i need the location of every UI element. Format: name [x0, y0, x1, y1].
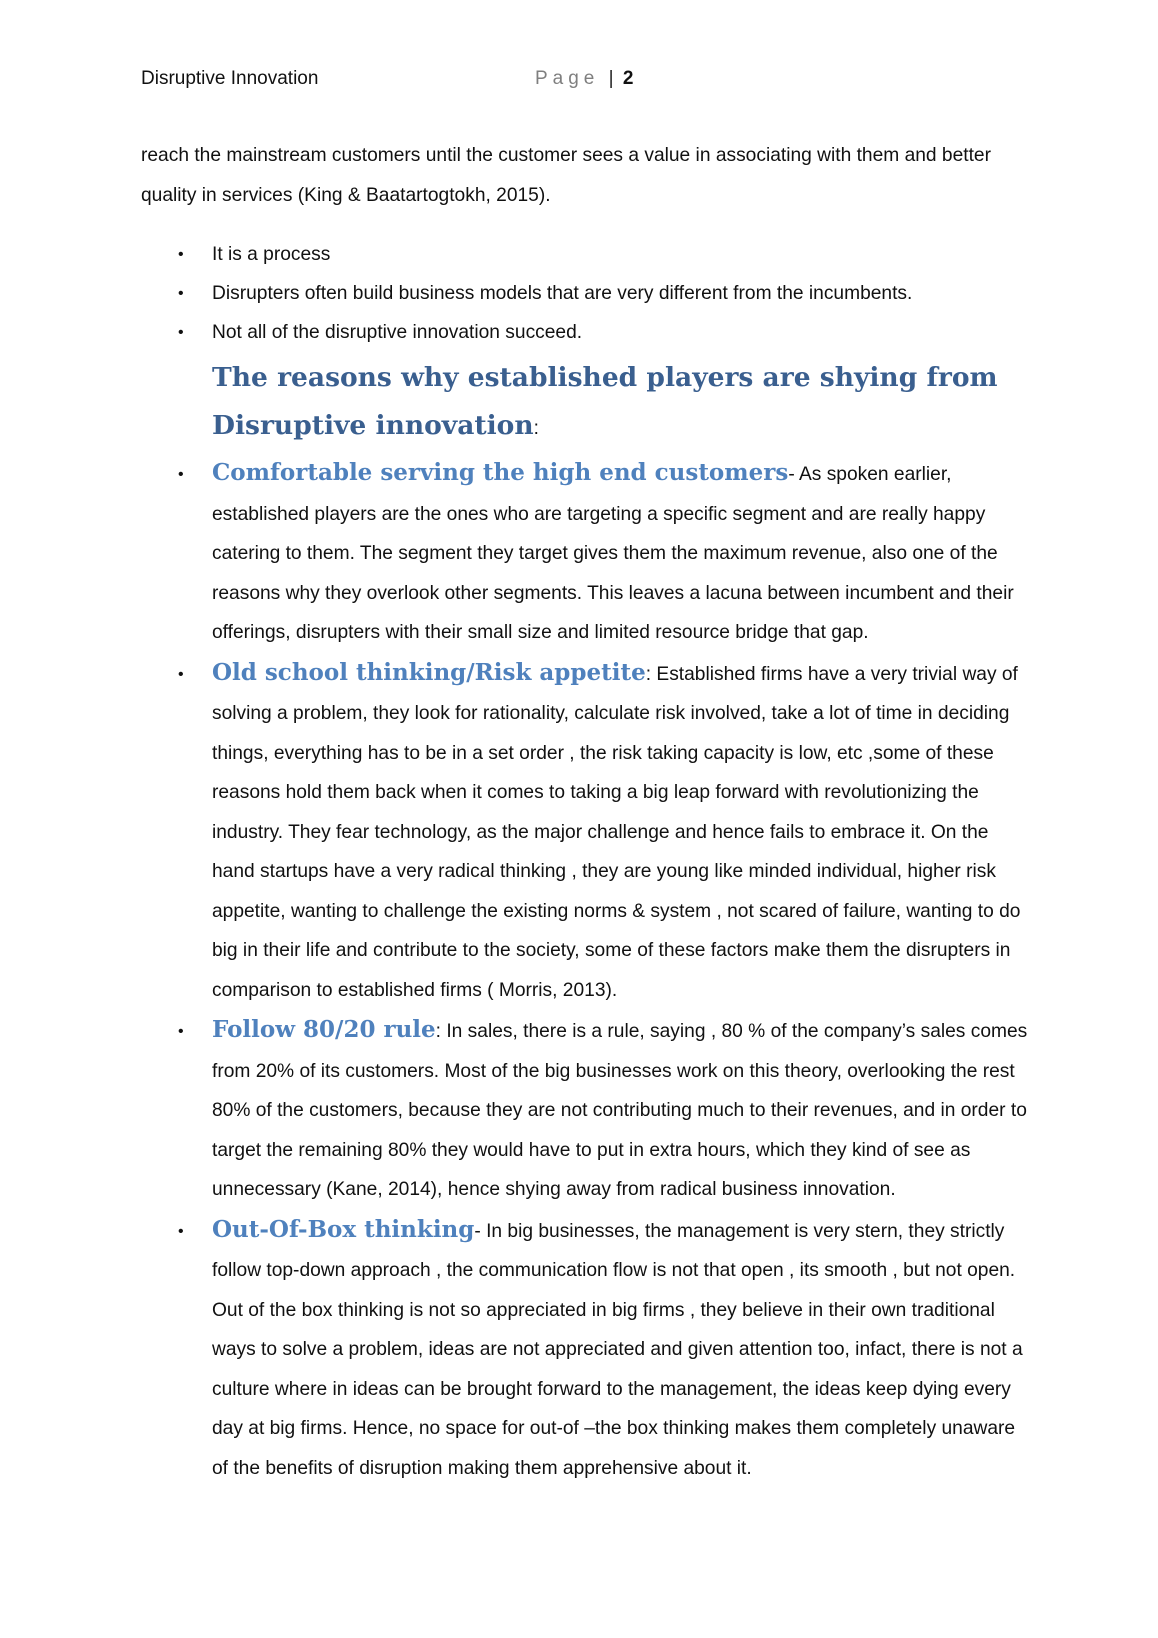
bullet-icon: •	[178, 1023, 184, 1040]
reason-item	[141, 1010, 1031, 1210]
bullet-icon: •	[178, 324, 184, 341]
page-indicator	[535, 68, 633, 90]
list-item-text: Not all of the disruptive innovation succeed.	[212, 322, 583, 343]
bullet-icon: •	[178, 246, 184, 263]
section-heading	[212, 354, 1031, 453]
bullet-icon: •	[178, 285, 184, 302]
list-item	[141, 235, 1031, 274]
bullet-list	[141, 235, 1031, 352]
document-body	[141, 136, 1031, 1488]
reason-separator: :	[435, 1021, 442, 1042]
bullet-icon: •	[178, 1222, 184, 1240]
reason-separator: -	[474, 1220, 481, 1242]
page-header	[141, 68, 1041, 98]
section-heading-text: The reasons why established players are shying from Disruptive innovation	[212, 362, 998, 441]
page-number: 2	[622, 68, 634, 89]
header-title: Disruptive Innovation	[141, 68, 319, 89]
page-word: Page	[535, 68, 600, 89]
reason-body: Established firms have a very trivial way of solving a problem, they look for rationality, calculate risk involved, take a lot of time in deciding things, everything has to be in a set order , the risk taking capacity is low, etc ,some of these reasons hold them back when it comes to taking a big leap forward with revolutionizing the industry. They fear technology, as the major challenge and hence fails to embrace it. On the hand startups have a very radical thinking , they are young like minded individual, higher risk appetite, wanting to challenge the existing norms & system , not scared of failure, wanting to do big in their life and contribute to the society, some of these factors make them the disrupters in comparison to established firms ( Morris, 2013).	[212, 663, 1021, 1001]
bullet-icon: •	[178, 466, 184, 483]
reason-title: Follow 80/20 rule	[212, 1016, 436, 1043]
page-separator: |	[608, 68, 614, 89]
reason-title: Out-Of-Box thinking	[212, 1215, 475, 1243]
reason-separator: :	[645, 663, 652, 685]
list-item-text: It is a process	[212, 244, 331, 265]
reason-item	[141, 1210, 1031, 1489]
reason-separator: -	[788, 464, 795, 485]
reason-item	[141, 653, 1031, 1011]
section-heading-colon: :	[533, 418, 539, 439]
list-item	[141, 313, 1031, 352]
list-item-text: Disrupters often build business models that are very different from the incumbents.	[212, 283, 913, 304]
reason-list	[141, 453, 1031, 1488]
reason-body: In big businesses, the management is very stern, they strictly follow top-down approach , the communication flow is not that open , its smooth , but not open. Out of the box thinking is not so appreciated in big firms , they believe in their own traditional ways to solve a problem, ideas are not appreciated and given attention too, infact, there is not a culture where in ideas can be brought forward to the management, the ideas keep dying every day at big firms. Hence, no space for out-of –the box thinking makes them completely unaware of the benefits of disruption making them apprehensive about it.	[212, 1220, 1023, 1479]
list-item	[141, 274, 1031, 313]
reason-body: As spoken earlier, established players are the ones who are targeting a specific segment and are really happy catering to them. The segment they target gives them the maximum revenue, also one of the reasons why they overlook other segments. This leaves a lacuna between incumbent and their offerings, disrupters with their small size and limited resource bridge that gap.	[212, 464, 1014, 643]
reason-title: Old school thinking/Risk appetite	[212, 658, 646, 686]
reason-body: In sales, there is a rule, saying , 80 % of the company’s sales comes from 20% of its customers. Most of the big businesses work on this theory, overlooking the rest 80% of the customers, because they are not contributing much to their revenues, and in order to target the remaining 80% they would have to put in extra hours, which they kind of see as unnecessary (Kane, 2014), hence shying away from radical business innovation.	[212, 1021, 1028, 1200]
reason-title: Comfortable serving the high end customers	[212, 459, 789, 486]
intro-paragraph: reach the mainstream customers until the customer sees a value in associating with them and better quality in services (King & Baatartogtokh, 2015).	[141, 145, 991, 206]
reason-item	[141, 453, 1031, 653]
bullet-icon: •	[178, 665, 184, 683]
